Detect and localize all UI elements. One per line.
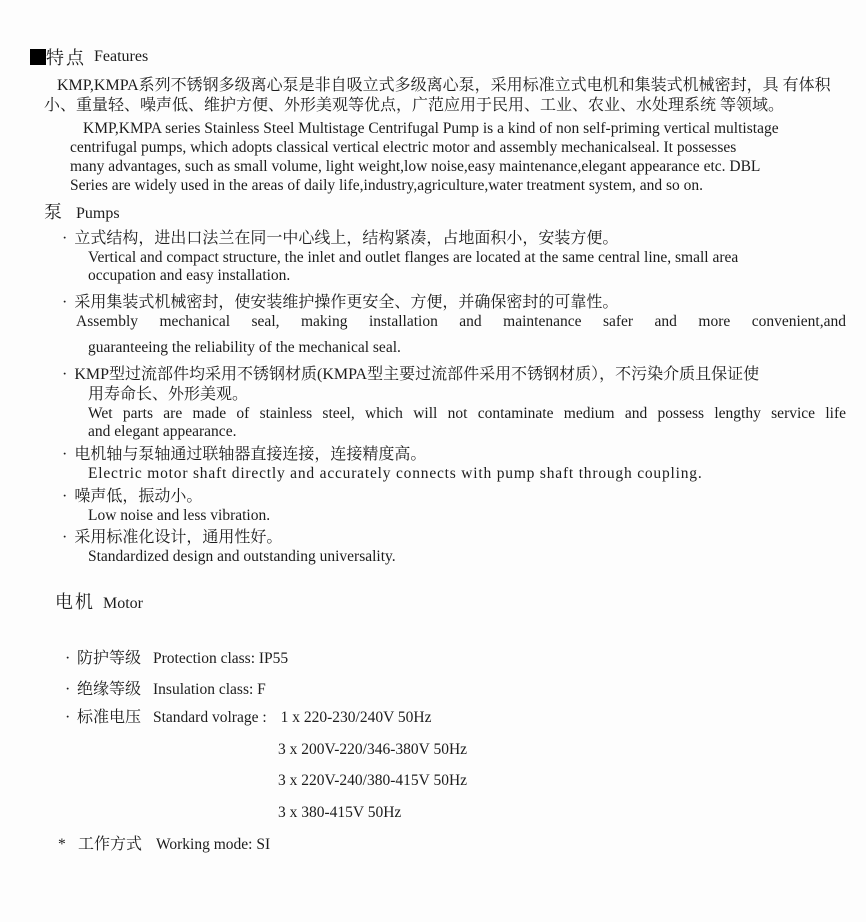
features-section-heading bbox=[30, 44, 148, 70]
bullet-zh-text: 采用标准化设计，通用性好。 bbox=[74, 529, 283, 546]
bullet-zh-text: 电机轴与泵轴通过联轴器直接连接，连接精度高。 bbox=[74, 446, 427, 463]
motor-spec-list bbox=[58, 640, 845, 856]
features-heading-zh: 特点 bbox=[46, 48, 86, 68]
bullet-zh-line bbox=[62, 445, 852, 465]
pumps-bullet-standardized-design bbox=[62, 528, 852, 566]
motor-item-en: Protection class: IP55 bbox=[153, 650, 289, 667]
pumps-feature-list bbox=[62, 224, 852, 566]
bullet-dot-icon: · bbox=[62, 366, 68, 383]
bullet-dot-icon: · bbox=[65, 709, 71, 726]
motor-heading-zh: 电机 bbox=[55, 592, 95, 612]
bullet-dot-icon: · bbox=[62, 230, 68, 247]
bullet-en-line: Assembly mechanical seal, making installation and maintenance safer and more convenient,and bbox=[76, 313, 846, 330]
motor-item-protection-class bbox=[65, 648, 845, 670]
voltage-option: 3 x 380-415V 50Hz bbox=[278, 804, 402, 821]
intro-en-line: KMP,KMPA series Stainless Steel Multistage Centrifugal Pump is a kind of non self-priming vertical multistage bbox=[83, 120, 779, 137]
bullet-zh-line bbox=[62, 487, 852, 507]
footnote-en: Working mode: SI bbox=[156, 836, 271, 853]
intro-paragraph-en bbox=[44, 119, 779, 195]
motor-heading-en: Motor bbox=[103, 595, 143, 612]
motor-item-zh: 防护等级 bbox=[77, 650, 142, 667]
bullet-zh-line: 用寿命长、外形美观。 bbox=[88, 386, 249, 403]
intro-paragraph-zh bbox=[44, 76, 831, 116]
motor-item-standard-voltage bbox=[65, 707, 845, 729]
bullet-en-line: Vertical and compact structure, the inlet and outlet flanges are located at the same central line, small area bbox=[88, 249, 739, 266]
pumps-bullet-low-noise bbox=[62, 487, 852, 525]
bullet-dot-icon: · bbox=[65, 650, 71, 667]
voltage-option: 3 x 220V-240/380-415V 50Hz bbox=[278, 772, 468, 789]
pumps-section-heading bbox=[44, 198, 120, 224]
bullet-dot-icon: · bbox=[62, 488, 68, 505]
bullet-dot-icon: · bbox=[65, 681, 71, 698]
intro-zh-line: 小、重量轻、噪声低、维护方便、外形美观等优点，广范应用于民用、工业、农业、水处理系统 等领域。 bbox=[44, 97, 785, 114]
bullet-dot-icon: · bbox=[62, 529, 68, 546]
bullet-dot-icon: · bbox=[62, 446, 68, 463]
footnote-zh: 工作方式 bbox=[78, 836, 143, 853]
bullet-dot-icon: · bbox=[62, 294, 68, 311]
intro-en-line: many advantages, such as small volume, light weight,low noise,easy maintenance,elegant appearance etc. DBL bbox=[70, 158, 761, 175]
asterisk-marker: * bbox=[58, 836, 66, 853]
motor-item-en: Insulation class: F bbox=[153, 681, 266, 698]
bullet-zh-text: 噪声低，振动小。 bbox=[74, 488, 203, 505]
working-mode-footnote bbox=[58, 834, 845, 856]
bullet-en-line: Wet parts are made of stainless steel, which will not contaminate medium and possess lengthy service life bbox=[88, 405, 846, 422]
motor-item-zh: 标准电压 bbox=[77, 709, 142, 726]
voltage-option: 1 x 220-230/240V 50Hz bbox=[280, 709, 432, 726]
pumps-bullet-mechanical-seal bbox=[62, 293, 852, 357]
bullet-en-line: occupation and easy installation. bbox=[88, 267, 291, 284]
bullet-en-line: and elegant appearance. bbox=[88, 423, 237, 440]
black-square-icon bbox=[30, 49, 46, 65]
bullet-zh-text: 采用集装式机械密封，使安装维护操作更安全、方便，并确保密封的可靠性。 bbox=[74, 294, 619, 311]
bullet-en-line: Standardized design and outstanding universality. bbox=[88, 548, 396, 565]
intro-en-line: centrifugal pumps, which adopts classical vertical electric motor and assembly mechanicalseal. It possesses bbox=[70, 139, 737, 156]
motor-section-heading bbox=[55, 588, 143, 614]
bullet-en-line: Low noise and less vibration. bbox=[88, 507, 271, 524]
bullet-zh-line bbox=[62, 229, 852, 249]
voltage-option: 3 x 200V-220/346-380V 50Hz bbox=[278, 741, 468, 758]
bullet-en-line: Electric motor shaft directly and accurately connects with pump shaft through coupling. bbox=[88, 465, 703, 482]
pumps-heading-en: Pumps bbox=[76, 205, 120, 222]
intro-zh-line: KMP,KMPA系列不锈钢多级离心泵是非自吸立式多级离心泵，采用标准立式电机和集装式机械密封，具 有体积 bbox=[57, 77, 831, 94]
bullet-zh-line bbox=[62, 528, 852, 548]
intro-en-line: Series are widely used in the areas of daily life,industry,agriculture,water treatment system, and so on. bbox=[70, 177, 704, 194]
motor-item-en: Standard volrage : bbox=[153, 709, 267, 726]
bullet-en-line: guaranteeing the reliability of the mechanical seal. bbox=[88, 339, 401, 356]
bullet-zh-line bbox=[62, 365, 852, 385]
motor-item-insulation-class bbox=[65, 679, 845, 701]
motor-item-zh: 绝缘等级 bbox=[77, 681, 142, 698]
features-heading-en: Features bbox=[94, 48, 149, 65]
bullet-zh-text: 立式结构，进出口法兰在同一中心线上，结构紧凑，占地面积小，安装方便。 bbox=[74, 230, 619, 247]
bullet-zh-line bbox=[62, 293, 852, 313]
pumps-bullet-stainless-parts bbox=[62, 365, 852, 441]
pumps-bullet-vertical-structure bbox=[62, 229, 852, 285]
pumps-bullet-coupling bbox=[62, 445, 852, 483]
bullet-zh-text: KMP型过流部件均采用不锈钢材质(KMPA型主要过流部件采用不锈钢材质），不污染介质且保证使 bbox=[74, 366, 760, 383]
pumps-heading-zh: 泵 bbox=[44, 202, 64, 222]
